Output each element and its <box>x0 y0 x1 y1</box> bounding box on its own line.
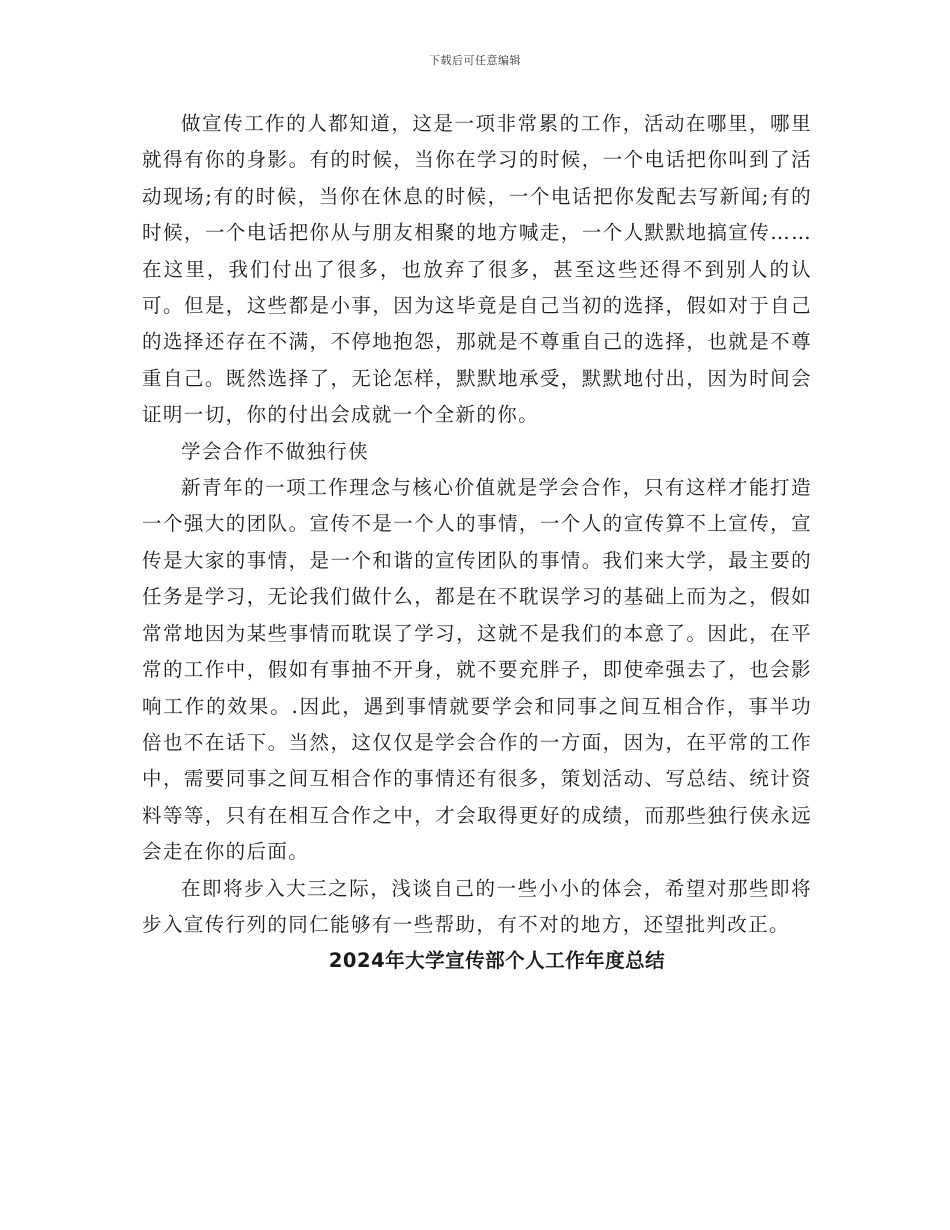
page-header: 下载后可任意编辑 <box>429 54 521 67</box>
paragraph-1: 做宣传工作的人都知道，这是一项非常累的工作，活动在哪里，哪里就得有你的身影。有的时候，当你在学习的时候，一个电话把你叫到了活动现场;有的时候，当你在休息的时候，一个电话把你发配去写新闻;有的时候，一个电话把你从与朋友相聚的地方喊走，一个人默默地搞宣传……在这里，我们付出了很多，也放弃了很多，甚至这些还得不到别人的认可。但是，这些都是小事，因为这毕竟是自己当初的选择，假如对于自己的选择还存在不满，不停地抱怨，那就是不尊重自己的选择，也就是不尊重自己。既然选择了，无论怎样，默默地承受，默默地付出，因为时间会证明一切，你的付出会成就一个全新的你。 <box>142 112 812 427</box>
paragraph-3: 在即将步入大三之际，浅谈自己的一些小小的体会，希望对那些即将步入宣传行列的同仁能够有一些帮助，有不对的地方，还望批判改正。 <box>142 876 812 936</box>
document-title: 2024年大学宣传部个人工作年度总结 <box>328 949 666 973</box>
paragraph-2: 新青年的一项工作理念与核心价值就是学会合作，只有这样才能打造一个强大的团队。宣传不是一个人的事情，一个人的宣传算不上宣传，宣传是大家的事情，是一个和谐的宣传团队的事情。我们来大学，最主要的任务是学习，无论我们做什么，都是在不耽误学习的基础上而为之，假如常常地因为某些事情而耽误了学习，这就不是我们的本意了。因此，在平常的工作中，假如有事抽不开身，就不要充胖子，即使牵强去了，也会影响工作的效果。.因此，遇到事情就要学会和同事之间互相合作，事半功倍也不在话下。当然，这仅仅是学会合作的一方面，因为，在平常的工作中，需要同事之间互相合作的事情还有很多，策划活动、写总结、统计资料等等，只有在相互合作之中，才会取得更好的成绩，而那些独行侠永远会走在你的后面。 <box>142 476 812 864</box>
document-body <box>142 106 812 980</box>
section-subheading: 学会合作不做独行侠 <box>181 439 370 463</box>
